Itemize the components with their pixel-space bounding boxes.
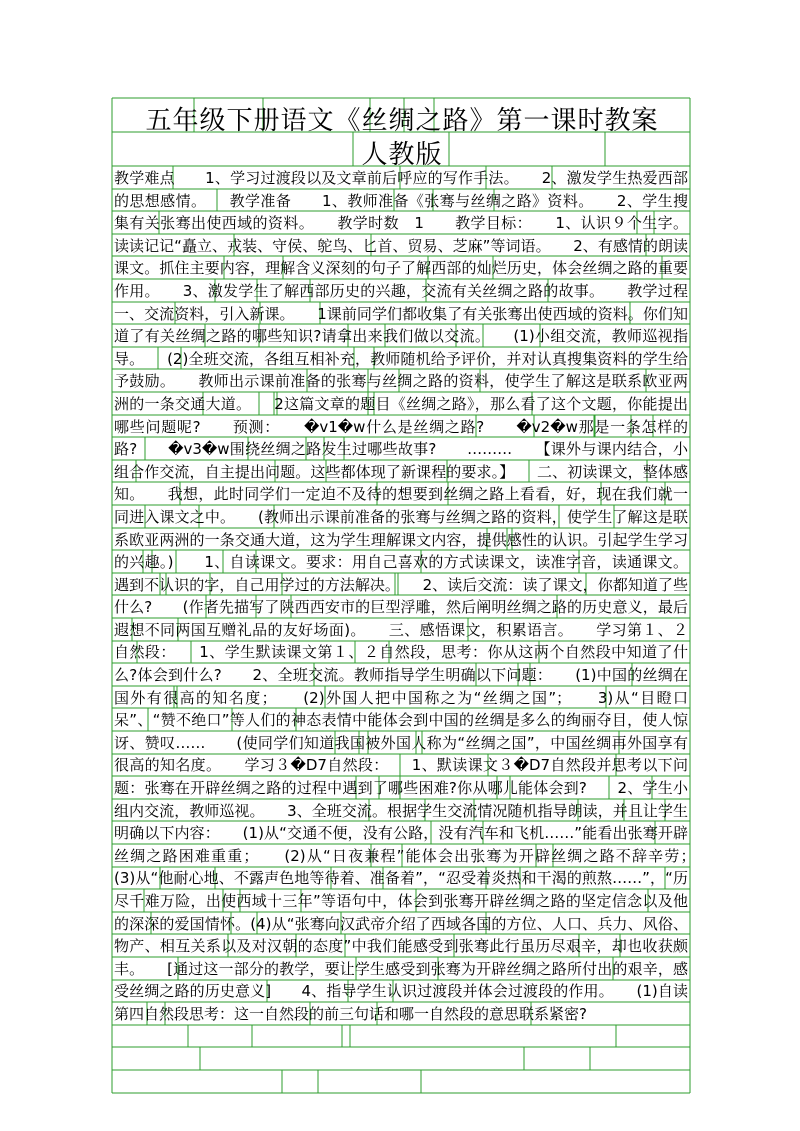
document-body: 教学难点 1、学习过渡段以及文章前后呼应的写作手法。 2、激发学生热爱西部的思想感情。 教学准备 1、教师准备《张骞与丝绸之路》资料。 2、学生搜集有关张骞出使西域的资料。 教学时数 1 教学目标： 1、认识９个生字。读读记记“矗立、戎装、守侯、鸵鸟、匕首、贸易、芝麻”等词语。 2、有感情的朗读课文。抓住主要内容，理解含义深刻的句子了解西部的灿烂历史，体会丝绸之路的重要作用。 3、激发学生了解西部历史的兴趣，交流有关丝绸之路的故事。 教学过程 一、交流资料，引入新课。 1课前同学们都收集了有关张骞出使西域的资料。你们知道了有关丝绸之路的哪些知识?请拿出来我们做以交流。 (1)小组交流，教师巡视指导。 (2)全班交流，各组互相补充，教师随机给予评价，并对认真搜集资料的学生给予鼓励。 教师出示课前准备的张骞与丝绸之路的资料，使学生了解这是联系欧亚两洲的一条交通大道。 2这篇文章的题目《丝绸之路》，那么看了这个文题，你能提出哪些问题呢? 预测： �v1�w什么是丝绸之路? �v2�w那是一条怎样的路? �v3�w围绕丝绸之路发生过哪些故事? ……… 【课外与课内结合，小组合作交流，自主提出问题。这些都体现了新课程的要求。】 二、初读课文，整体感知。 我想，此时同学们一定迫不及待的想要到丝绸之路上看看，好，现在我们就一同进入课文之中。 (教师出示课前准备的张骞与丝绸之路的资料，使学生了解这是联系欧亚两洲的一条交通大道，这为学生理解课文内容，提供感性的认识。引起学生学习的兴趣。) 1、自读课文。要求：用自己喜欢的方式读课文，读准字音，读通课文。遇到不认识的字，自己用学过的方法解决。 2、读后交流：读了课文，你都知道了些什么? (作者先描写了陕西西安市的巨型浮雕，然后阐明丝绸之路的历史意义，最后遐想不同两国互赠礼品的友好场面)。 三、感悟课文，积累语言。 学习第１、２自然段： 1、学生默读课文第１、２自然段，思考：你从这两个自然段中知道了什么?体会到什么? 2、全班交流。教师指导学生明确以下问题： (1)中国的丝绸在国外有很高的知名度； (2)外国人把中国称之为“丝绸之国”； 3)从“目瞪口呆”、“赞不绝口”等人们的神态表情中能体会到中国的丝绸是多么的绚丽夺目，使人惊讶、赞叹…… (使同学们知道我国被外国人称为“丝绸之国”，中国丝绸再外国享有很高的知名度。 学习３�D7自然段： 1、默读课文３�D7自然段并思考以下问题：张骞在开辟丝绸之路的过程中遇到了哪些困难?你从哪儿能体会到? 2、学生小组内交流，教师巡视。 3、全班交流。根据学生交流情况随机指导朗读，并且让学生明确以下内容： (1)从“交通不便，没有公路，没有汽车和飞机……”能看出张骞开辟丝绸之路困难重重； (2)从“日夜兼程”能体会出张骞为开辟丝绸之路不辞辛劳； (3)从“他耐心地、不露声色地等待着、准备着”，“忍受着炎热和干渴的煎熬……”，“历尽千难万险，出使西域十三年”等语句中，体会到张骞开辟丝绸之路的坚定信念以及他的深深的爱国情怀。(4)从“张骞向汉武帝介绍了西域各国的方位、人口、兵力、风俗、物产、相互关系以及对汉朝的态度”中我们能感受到张骞此行虽历尽艰辛，却也收获颇丰。 [通过这一部分的教学，要让学生感受到张骞为开辟丝绸之路所付出的艰辛，感受丝绸之路的历史意义] 4、指导学生认识过渡段并体会过渡段的作用。 (1)自读第四自然段思考：这一自然段的前三句话和哪一自然段的意思联系紧密?	[114, 169, 719, 1023]
document-title-line2: 人教版	[361, 140, 443, 170]
document-title-line1: 五年级下册语文《丝绸之路》第一课时教案	[145, 106, 659, 136]
